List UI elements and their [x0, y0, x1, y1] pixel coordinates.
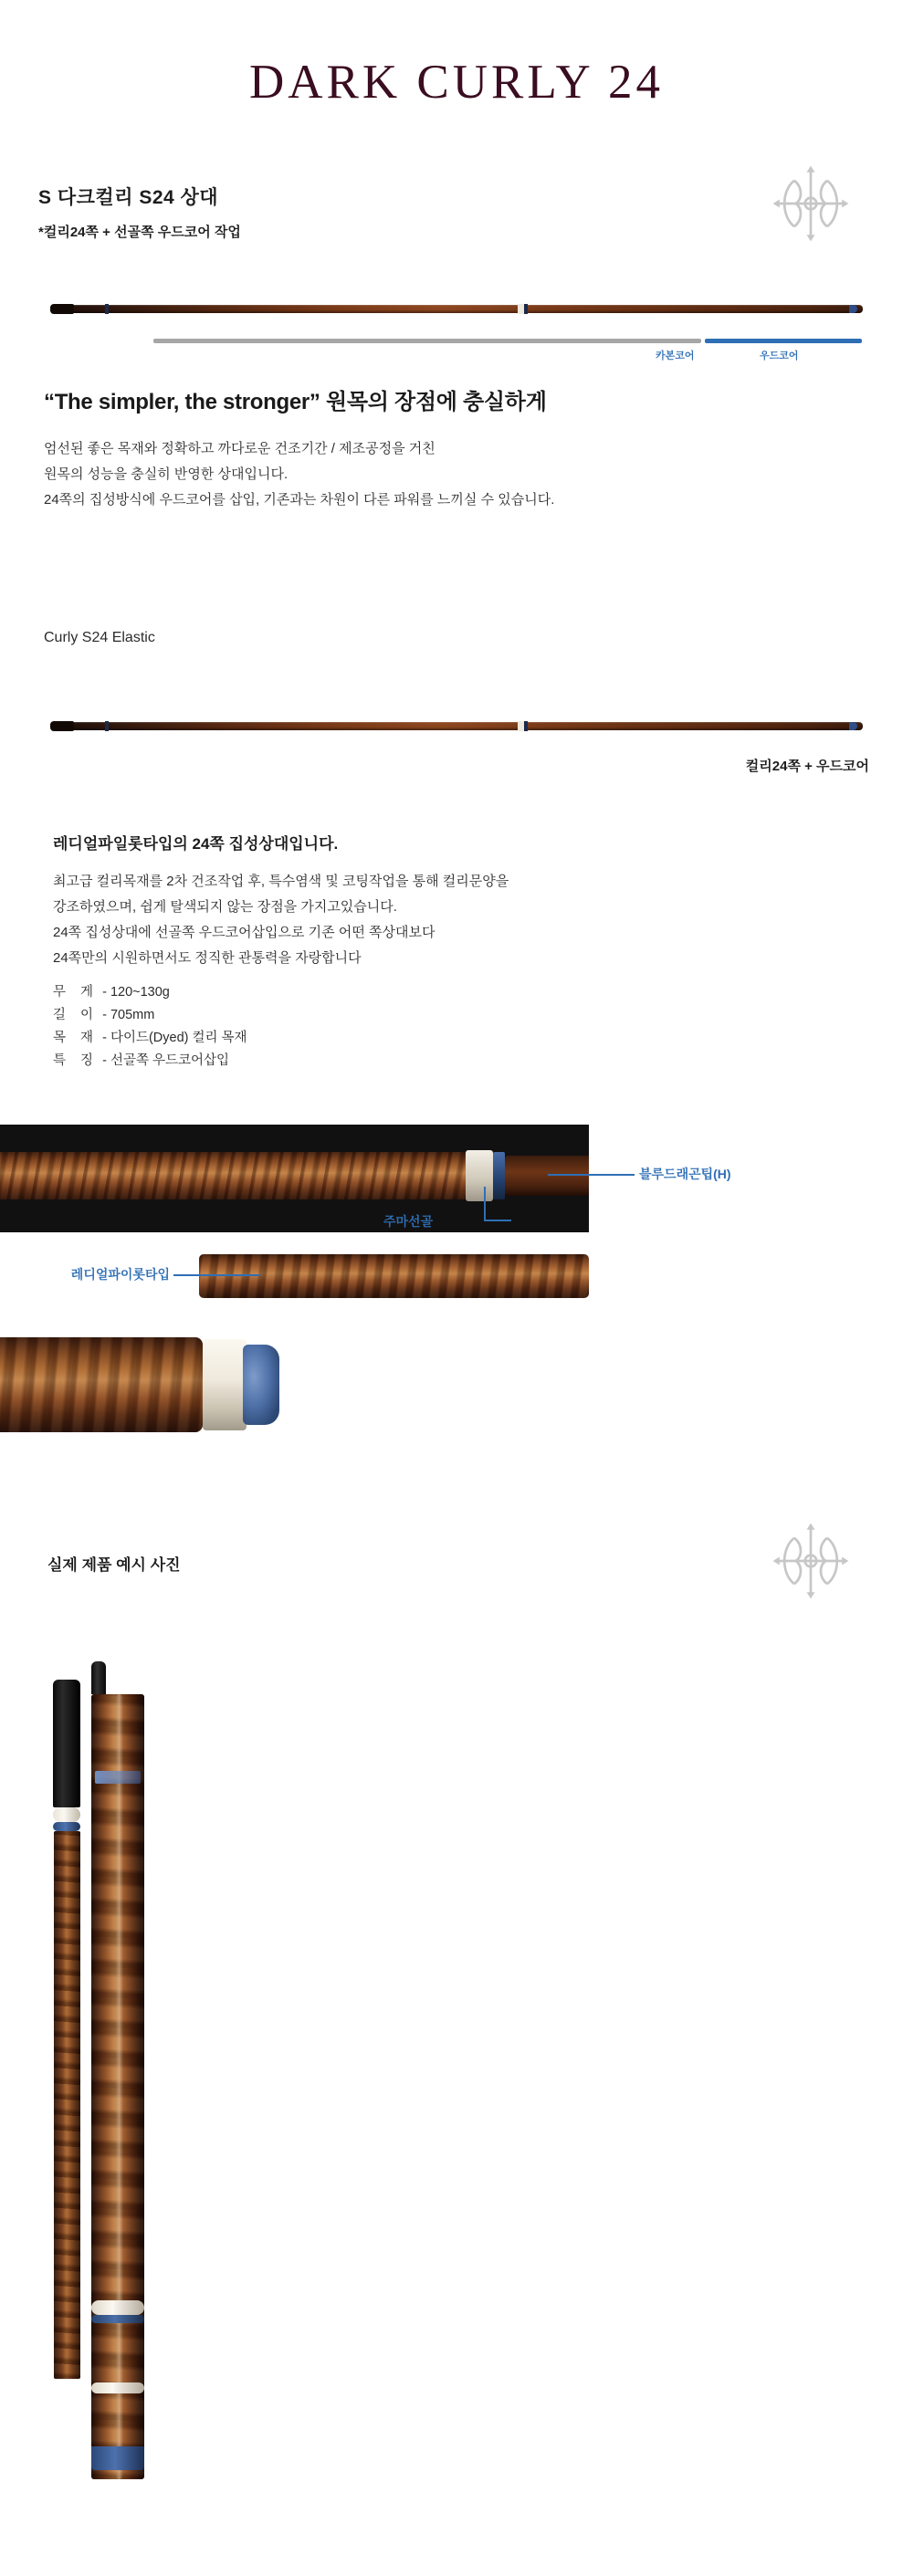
spec-value: 다이드(Dyed) 컬리 목재 — [110, 1031, 247, 1045]
section2-label: Curly S24 Elastic — [44, 630, 155, 645]
cue-ring — [105, 304, 109, 314]
section1-subheading: *컬리24쪽 + 선골쪽 우드코어 작업 — [38, 225, 241, 240]
cue-butt-cap — [50, 304, 74, 314]
product-photo-tip — [0, 1317, 315, 1452]
intro-line-1: 엄선된 좋은 목재와 정확하고 까다로운 건조기간 / 제조공정을 거친 — [44, 441, 436, 456]
tagline: “The simpler, the stronger” 원목의 장점에 충실하게 — [44, 390, 547, 414]
section2-caption: 컬리24쪽 + 우드코어 — [745, 759, 869, 774]
product-photo-joint — [0, 1125, 589, 1232]
section3-line-3: 24쪽 집성상대에 선골쪽 우드코어삽입으로 기존 어떤 쪽상대보다 — [53, 925, 436, 940]
callout-line-tip — [548, 1174, 635, 1176]
cue-butt-wood-grain — [54, 1831, 80, 2379]
cue-body — [50, 722, 863, 730]
wood-grain — [0, 1152, 475, 1199]
wood-grain — [0, 1337, 203, 1432]
spec-list — [53, 981, 247, 1073]
callout-line-shaft — [173, 1274, 260, 1276]
product-photo-full — [0, 1661, 913, 2576]
wood-core-label: 우드코어 — [760, 351, 799, 361]
spec-value: 705mm — [110, 1008, 155, 1022]
joint-collar — [466, 1150, 493, 1201]
cue-joint-ring — [524, 721, 528, 731]
cue-shaft-logo — [95, 1771, 141, 1784]
cue-joint-ring — [524, 304, 528, 314]
cue-body — [50, 305, 863, 313]
section3-line-1: 최고급 컬리목재를 2차 건조작업 후, 특수염색 및 코팅작업을 통해 컬리문양을 — [53, 874, 509, 889]
cue-ring — [105, 721, 109, 731]
spec-key: 길 이 — [53, 1008, 100, 1022]
callout-shaft-label: 레디얼파이롯타입 — [70, 1267, 170, 1282]
page-title: DARK CURLY 24 — [248, 56, 665, 109]
spec-sep: - — [102, 985, 107, 1000]
spec-row — [53, 1027, 247, 1050]
ornament-icon — [770, 162, 852, 245]
product-photo-shaft — [199, 1241, 589, 1311]
cue-butt-white-ring — [53, 1807, 80, 1822]
section1-heading: S 다크컬리 S24 상대 — [38, 187, 219, 208]
cue-illustration-1 — [50, 297, 863, 320]
cue-joint — [518, 721, 524, 731]
cue-lower-white-ring — [91, 2300, 144, 2315]
section3-heading: 레디얼파일롯타입의 24쪽 집성상대입니다. — [53, 835, 339, 853]
cue-joint — [518, 304, 524, 314]
cue-butt-cap — [50, 721, 74, 731]
cue-butt-section — [53, 1680, 80, 1807]
cue-lower-blue-band — [91, 2315, 144, 2323]
callout-line-joint-h — [484, 1220, 511, 1221]
intro-line-3: 24쪽의 집성방식에 우드코어를 삽입, 기존과는 차원이 다른 파워를 느끼실 수 있습니다. — [44, 492, 555, 508]
carbon-core-label: 카본코어 — [656, 351, 695, 361]
spec-sep: - — [102, 1053, 107, 1068]
section3-line-4: 24쪽만의 시원하면서도 정직한 관통력을 자랑합니다 — [53, 950, 362, 966]
wood-grain — [199, 1254, 589, 1298]
joint-blue-ring — [493, 1152, 505, 1199]
cue-tip — [849, 305, 857, 313]
callout-joint-label: 주마선골 — [383, 1214, 434, 1229]
callout-line-joint-v — [484, 1187, 486, 1220]
joint-dark-section — [505, 1156, 589, 1196]
spec-sep: - — [102, 1008, 107, 1022]
cue-lower-blue-band-2 — [91, 2446, 144, 2470]
ornament-icon — [770, 1520, 852, 1602]
section3-line-2: 강조하였으며, 쉽게 탈색되지 않는 장점을 가지고있습니다. — [53, 899, 397, 915]
spec-key: 목 재 — [53, 1031, 100, 1045]
spec-key: 무 게 — [53, 985, 100, 1000]
wood-core-bar — [705, 339, 862, 343]
cue-lower-white-ring-2 — [91, 2382, 144, 2393]
cue-shaft-highlight — [115, 1694, 123, 2479]
cue-tip — [849, 722, 857, 730]
spec-row — [53, 981, 247, 1004]
spec-row — [53, 1050, 247, 1073]
cue-butt-blue-band — [53, 1822, 80, 1831]
blue-dragon-tip — [243, 1345, 279, 1425]
spec-value: 120~130g — [110, 985, 170, 1000]
cue-illustration-2 — [50, 714, 863, 738]
cue-shaft-top — [91, 1661, 106, 1694]
intro-line-2: 원목의 성능을 충실히 반영한 상대입니다. — [44, 466, 289, 482]
ferrule — [203, 1339, 247, 1430]
spec-value: 선골쪽 우드코어삽입 — [110, 1053, 230, 1068]
spec-key: 특 징 — [53, 1053, 100, 1068]
callout-tip-label: 블루드래곤팁(H) — [639, 1167, 731, 1181]
spec-sep: - — [102, 1031, 107, 1045]
spec-row — [53, 1004, 247, 1027]
carbon-core-bar — [153, 339, 701, 343]
section4-title: 실제 제품 예시 사진 — [47, 1556, 181, 1574]
